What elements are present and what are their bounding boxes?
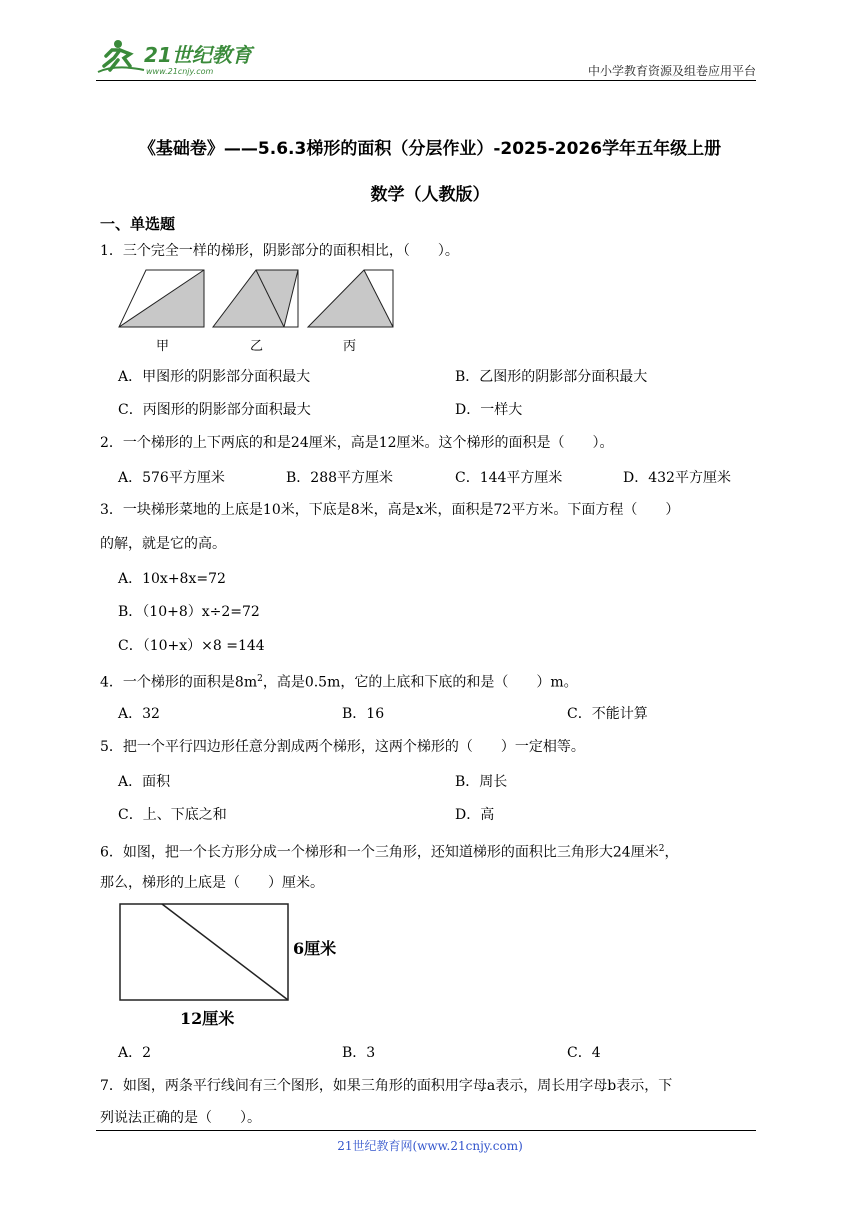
q4-option-b[interactable]: B．16 [342,706,385,722]
question-1-figure [116,268,396,358]
q6-option-a[interactable]: A．2 [118,1045,152,1061]
q1-option-d[interactable]: D．一样大 [455,402,523,418]
q3-option-a[interactable]: A．10x+8x=72 [118,571,226,587]
question-3-line2: 的解，就是它的高。 [100,536,226,552]
question-6-figure [116,900,356,1032]
footer-link[interactable]: 21世纪教育网(www.21cnjy.com) [337,1139,523,1153]
q1-option-c[interactable]: C．丙图形的阴影部分面积最大 [118,402,311,418]
q5-option-a[interactable]: A．面积 [118,774,171,790]
q6-option-b[interactable]: B．3 [342,1045,376,1061]
figure-label-bing: 丙 [343,339,357,354]
header-divider [96,80,756,81]
question-6-pre: 6．如图，把一个长方形分成一个梯形和一个三角形，还知道梯形的面积比三角形大24厘米 [100,844,659,861]
question-4-sup: 2 [257,674,263,684]
question-7-line1: 7．如图，两条平行线间有三个图形，如果三角形的面积用字母a表示，周长用字母b表示，下 [100,1078,673,1094]
runner-icon [98,40,144,72]
q2-option-c[interactable]: C．144平方厘米 [455,470,563,486]
footer-divider [96,1130,756,1131]
figure-label-jia: 甲 [156,339,170,354]
question-5: 5．把一个平行四边形任意分割成两个梯形，这两个梯形的（ ）一定相等。 [100,739,585,755]
q4-option-a[interactable]: A．32 [118,706,160,722]
trapezoid-bing [308,270,393,327]
question-3-line1: 3．一块梯形菜地的上底是10米，下底是8米，高是x米，面积是72平方米。下面方程（ ） [100,502,680,518]
q4-option-c[interactable]: C．不能计算 [567,706,648,722]
question-7-line2: 列说法正确的是（ ）。 [100,1110,261,1126]
platform-name: 中小学教育资源及组卷应用平台 [587,64,756,78]
side-length-label: 6厘米 [293,939,337,958]
q6-option-c[interactable]: C．4 [567,1045,601,1061]
question-4-pre: 4．一个梯形的面积是8m [100,674,258,691]
q2-option-d[interactable]: D．432平方厘米 [623,470,731,486]
question-6-sup: 2 [658,844,665,854]
q2-option-a[interactable]: A．576平方厘米 [118,470,225,486]
q3-option-c[interactable]: C．（10+x）×8 =144 [118,638,265,654]
page-title-line2: 数学（人教版） [370,185,490,205]
question-4-post: ，高是0.5m，它的上底和下底的和是（ ）m。 [262,674,578,691]
trapezoid-jia [119,270,204,327]
question-2: 2．一个梯形的上下两底的和是24厘米，高是12厘米。这个梯形的面积是（ ）。 [100,435,614,451]
site-logo [96,36,266,80]
question-6-line2: 那么，梯形的上底是（ ）厘米。 [100,875,324,891]
rectangle [120,904,288,1000]
q1-option-a[interactable]: A．甲图形的阴影部分面积最大 [118,369,311,385]
q5-option-d[interactable]: D．高 [455,807,495,823]
question-1: 1．三个完全一样的梯形，阴影部分的面积相比，（ ）。 [100,243,459,259]
question-6-line1 [100,839,678,863]
q2-option-b[interactable]: B．288平方厘米 [286,470,394,486]
question-4 [100,669,578,693]
bottom-length-label: 12厘米 [180,1009,235,1028]
logo-url: www.21cnjy.com [146,67,214,76]
trapezoid-yi [213,270,298,327]
logo-text: 21世纪教育 [144,43,252,67]
q5-option-c[interactable]: C．上、下底之和 [118,807,227,823]
question-6-post: ， [664,844,679,861]
q5-option-b[interactable]: B．周长 [455,774,508,790]
page-title-line1: 《基础卷》——5.6.3梯形的面积（分层作业）-2025-2026学年五年级上册 [138,139,722,159]
figure-label-yi: 乙 [250,339,264,354]
q3-option-b[interactable]: B．（10+8）x÷2=72 [118,604,260,620]
q1-option-b[interactable]: B．乙图形的阴影部分面积最大 [455,369,648,385]
section-heading: 一、单选题 [100,215,176,233]
